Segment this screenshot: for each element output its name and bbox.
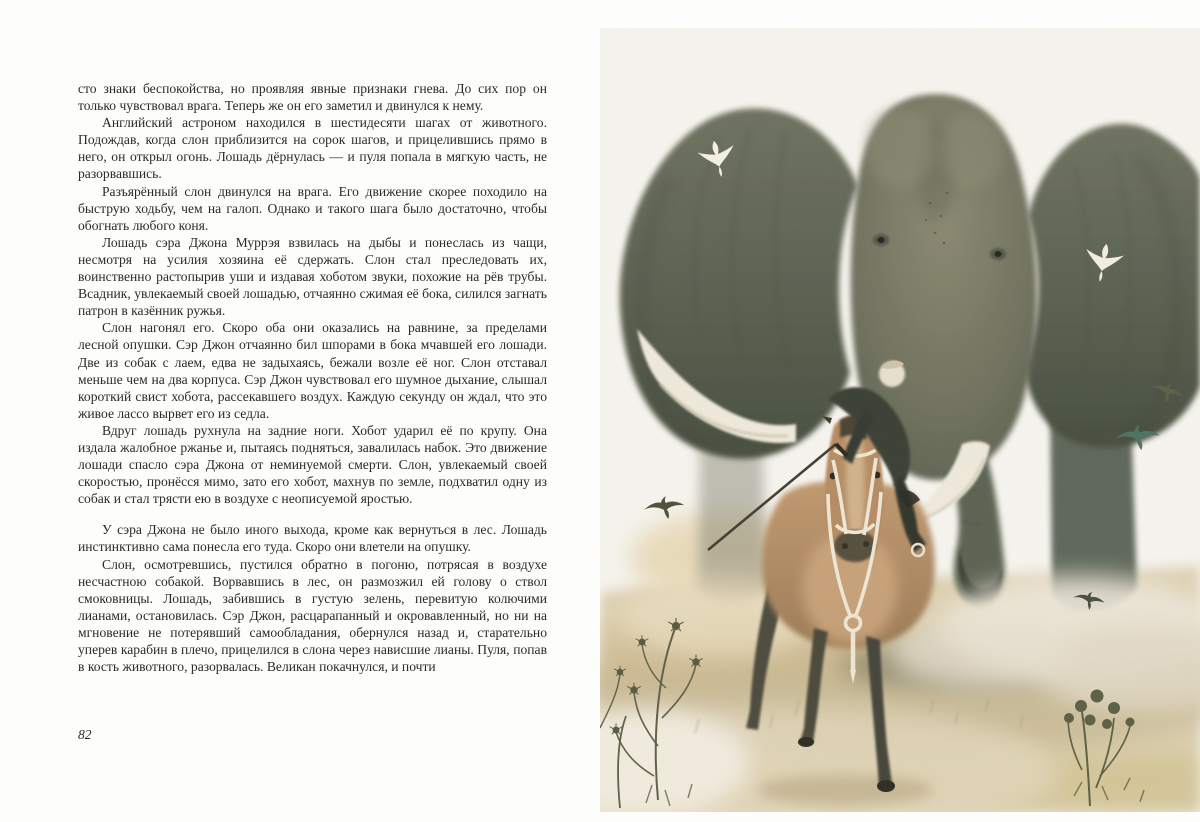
page-number: 82 [78,727,92,742]
text-block [78,80,547,675]
paper-grain [600,28,1200,812]
elephant-chase-illustration [600,28,1200,812]
paragraph: Разъярённый слон двинулся на врага. Его движение скорее походило на быструю ходьбу, чем на галоп. Однако и такого шага было достаточно, чтобы обогнать любого коня. [78,183,547,233]
paragraph: Слон, осмотревшись, пустился обратно в погоню, потрясая в воздухе несчастною собакой. Ворвавшись в лес, он размозжил ей голову о ствол смоковницы. Лошадь, забившись в густую зелень, перевитую колючими лианами, остановилась. Сэр Джон, расцарапанный и окровавленный, но ни на мгновение не потерявший самообладания, обернулся назад и, старательно уперев карабин в плечо, прицелился в слона через нависшие лианы. Пуля, попав в кость животного, разорвалась. Великан покачнулся, и почти [78,556,547,675]
paragraph: сто знаки беспокойства, но проявляя явные признаки гнева. До сих пор он только чувствовал врага. Теперь же он его заметил и двинулся к нему. [78,81,547,114]
paragraph: Вдруг лошадь рухнула на задние ноги. Хобот ударил её по крупу. Она издала жалобное ржанье и, пытаясь подняться, завалилась набок. Это движение лошади спасло сэра Джона от неминуемой смерти. Слон, увлекаемый своей скоростью, пронёсся мимо, зато его хобот, махнув по земле, подхватил одну из собак и стал трясти ею в воздухе с неописуемой яростью. [78,422,547,507]
paragraph: У сэра Джона не было иного выхода, кроме как вернуться в лес. Лошадь инстинктивно сама понесла его туда. Скоро они влетели на опушку. [78,522,547,555]
paragraph: Лошадь сэра Джона Муррэя взвилась на дыбы и понеслась из чащи, несмотря на усилия хозяина её сдержать. Слон стал преследовать их, воинственно растопырив уши и издавая хоботом звуки, похожие на рёв трубы. Всадник, увлекаемый своей лошадью, отчаянно сжимая её бока, силился загнать патрон в казённик ружья. [78,234,547,319]
paragraph: Слон нагонял его. Скоро оба они оказались на равнине, за пределами лесной опушки. Сэр Джон отчаянно бил шпорами в бока мчавшей его лошади. Две из собак с лаем, едва не задыхаясь, бежали возле её ног. Слон отставал меньше чем на два корпуса. Сэр Джон чувствовал его шумное дыхание, слышал короткий свист хобота, рассекавшего воздух. Каждую секунду он ждал, что это живое лассо вырвет его из седла. [78,320,547,421]
paragraph: Английский астроном находился в шестидесяти шагах от животного. Подождав, когда слон приблизится на сорок шагов, и прицелившись прямо в него, он открыл огонь. Лошадь дёрнулась — и пуля попала в мягкую часть, не разорвавшись. [78,115,547,182]
